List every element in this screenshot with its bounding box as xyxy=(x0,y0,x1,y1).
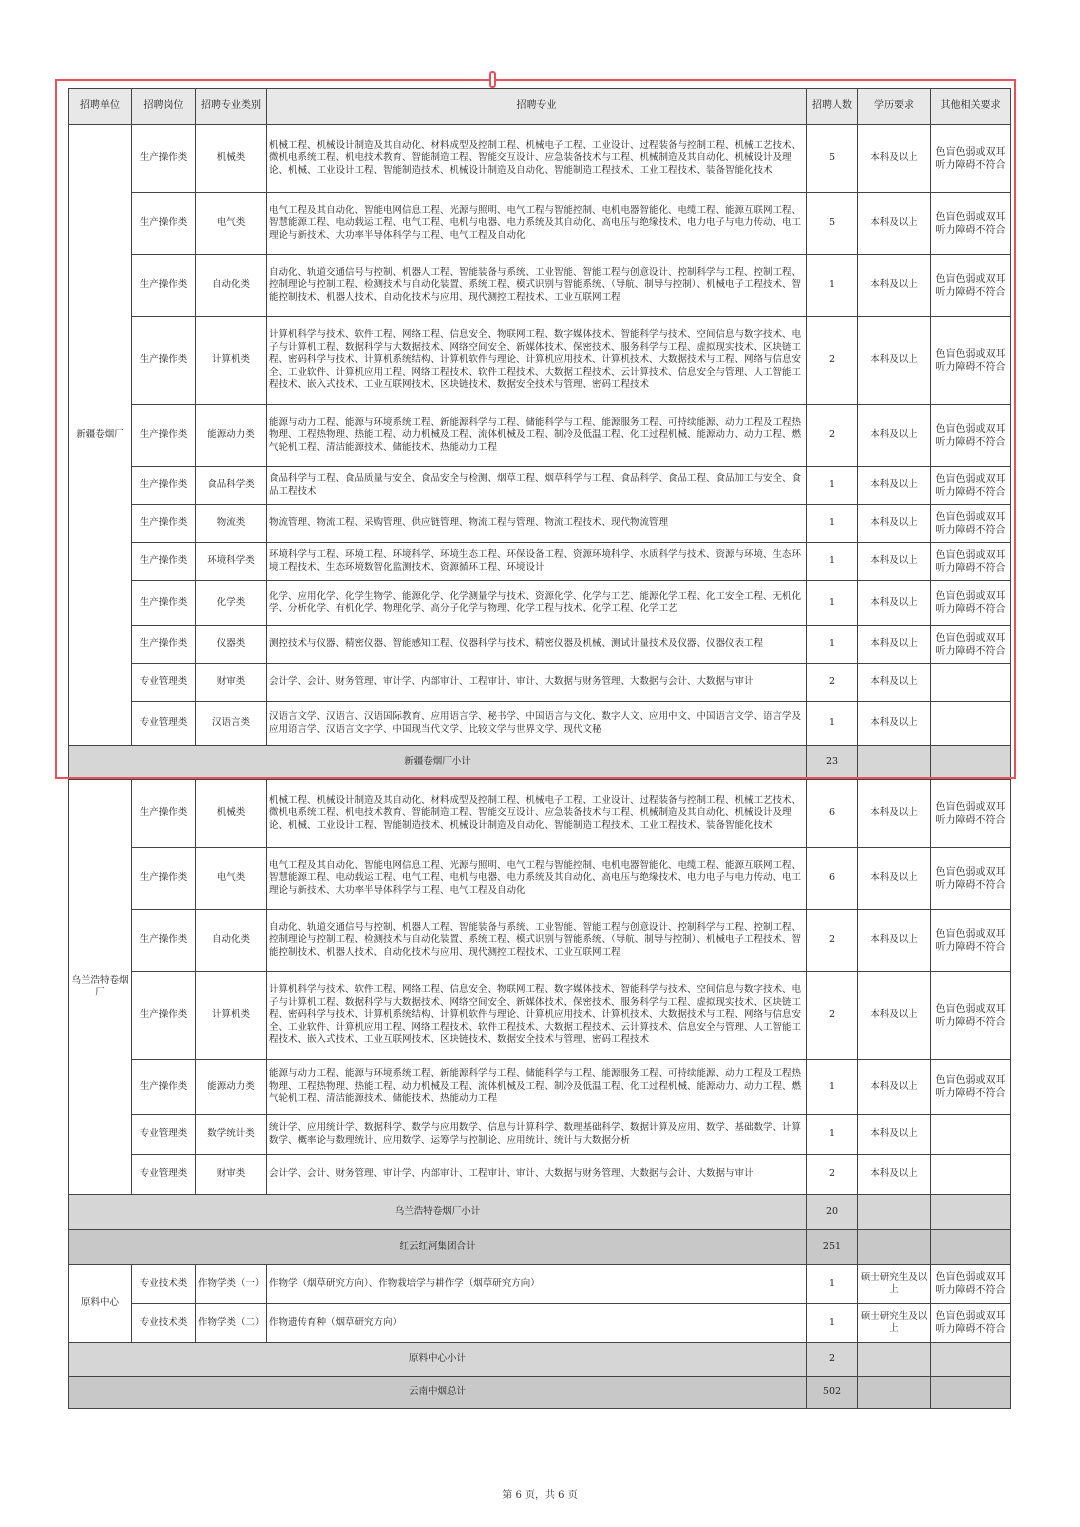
total-education-empty xyxy=(858,1230,931,1265)
education-cell: 本科及以上 xyxy=(858,317,931,405)
major-cell: 食品科学与工程、食品质量与安全、食品安全与检测、烟草工程、烟草科学与工程、食品科学、食品工程、食品加工与安全、食品工程技术 xyxy=(267,467,807,505)
post-cell: 生产操作类 xyxy=(132,543,196,581)
total-label: 新疆卷烟厂小计 xyxy=(69,746,807,780)
table-row xyxy=(69,581,1011,626)
table-row xyxy=(69,467,1011,505)
major-cell: 物流管理、物流工程、采购管理、供应链管理、物流工程与管理、物流工程技术、现代物流管理 xyxy=(267,505,807,543)
total-education-empty xyxy=(858,1195,931,1230)
education-cell: 本科及以上 xyxy=(858,255,931,317)
total-label: 原料中心小计 xyxy=(69,1343,807,1377)
post-cell: 生产操作类 xyxy=(132,1060,196,1115)
other-cell: 色盲色弱或双耳听力障碍不符合 xyxy=(931,193,1011,255)
education-cell: 本科及以上 xyxy=(858,972,931,1060)
major-cell: 电气工程及其自动化、智能电网信息工程、光源与照明、电气工程与智能控制、电机电器智能化、电缆工程、能源互联网工程、智慧能源工程、电动载运工程、电气工程、电机与电器、电力系统及其自动化、高电压与绝缘技术、电力电子与电力传动、电工理论与新技术、大功率半导体科学与工程、电气工程及自动化 xyxy=(267,848,807,910)
major-cell: 汉语言文学、汉语言、汉语国际教育、应用语言学、秘书学、中国语言与文化、数字人文、应用中文、中国语言文学、语言学及应用语言学、汉语言文字学、中国现当代文学、比较文学与世界文学、现代文秘 xyxy=(267,702,807,746)
other-cell xyxy=(931,1155,1011,1195)
education-cell: 本科及以上 xyxy=(858,581,931,626)
major-cell: 机械工程、机械设计制造及其自动化、材料成型及控制工程、机械电子工程、工业设计、过程装备与控制工程、机械工艺技术、微机电系统工程、机电技术教育、智能制造工程、智能交互设计、应急装备技术与工程、机械制造及其自动化、机械设计及理论、机械、工业设计工程、智能制造技术、机械设计制造及自动化、智能制造工程技术、工业工程技术、装备智能化技术 xyxy=(267,125,807,193)
major-cell: 会计学、会计、财务管理、审计学、内部审计、工程审计、审计、大数据与财务管理、大数据与会计、大数据与审计 xyxy=(267,664,807,702)
post-cell: 生产操作类 xyxy=(132,972,196,1060)
category-cell: 食品科学类 xyxy=(196,467,267,505)
total-count: 2 xyxy=(807,1343,858,1377)
total-education-empty xyxy=(858,746,931,780)
table-row xyxy=(69,505,1011,543)
header-major: 招聘专业 xyxy=(267,89,807,125)
count-cell: 5 xyxy=(807,125,858,193)
major-cell: 自动化、轨道交通信号与控制、机器人工程、智能装备与系统、工业智能、智能工程与创意设计、控制科学与工程、控制工程、控制理论与控制工程、检测技术与自动化装置、系统工程、模式识别与智能系统、（导航、制导与控制）、机械电子工程技术、智能控制技术、机器人技术、自动化技术与应用、现代测控工程技术、工业互联网工程 xyxy=(267,255,807,317)
education-cell: 本科及以上 xyxy=(858,1060,931,1115)
major-cell: 能源与动力工程、能源与环境系统工程、新能源科学与工程、储能科学与工程、能源服务工程、可持续能源、动力工程及工程热物理、工程热物理、热能工程、动力机械及工程、流体机械及工程、制冷及低温工程、化工过程机械、能源动力、动力工程、燃气轮机工程、清洁能源技术、储能技术、热能动力工程 xyxy=(267,405,807,467)
count-cell: 2 xyxy=(807,664,858,702)
total-count: 502 xyxy=(807,1377,858,1409)
post-cell: 生产操作类 xyxy=(132,125,196,193)
category-cell: 汉语言类 xyxy=(196,702,267,746)
count-cell: 1 xyxy=(807,543,858,581)
major-cell: 机械工程、机械设计制造及其自动化、材料成型及控制工程、机械电子工程、工业设计、过程装备与控制工程、机械工艺技术、微机电系统工程、机电技术教育、智能制造工程、智能交互设计、应急装备技术与工程、机械制造及其自动化、机械设计及理论、机械、工业设计工程、智能制造技术、机械设计制造及自动化、智能制造工程技术、工业工程技术、装备智能化技术 xyxy=(267,780,807,848)
count-cell: 2 xyxy=(807,405,858,467)
total-label: 乌兰浩特卷烟厂小计 xyxy=(69,1195,807,1230)
count-cell: 2 xyxy=(807,317,858,405)
education-cell: 硕士研究生及以上 xyxy=(858,1265,931,1304)
count-cell: 6 xyxy=(807,780,858,848)
other-cell xyxy=(931,1115,1011,1155)
other-cell: 色盲色弱或双耳听力障碍不符合 xyxy=(931,848,1011,910)
other-cell: 色盲色弱或双耳听力障碍不符合 xyxy=(931,972,1011,1060)
table-row xyxy=(69,780,1011,848)
major-cell: 计算机科学与技术、软件工程、网络工程、信息安全、物联网工程、数字媒体技术、智能科学与技术、空间信息与数字技术、电子与计算机工程、数据科学与大数据技术、网络空间安全、新媒体技术、保密技术、服务科学与工程、虚拟现实技术、区块链工程、密码科学与技术、计算机系统结构、计算机软件与理论、计算机应用技术、计算机技术、大数据技术与工程、网络与信息安全、工业软件、计算机应用工程、网络工程技术、软件工程技术、大数据工程技术、云计算技术、信息安全与管理、人工智能工程技术、嵌入式技术、工业互联网技术、区块链技术、数据安全技术与管理、密码工程技术 xyxy=(267,317,807,405)
table-row xyxy=(69,848,1011,910)
other-cell: 色盲色弱或双耳听力障碍不符合 xyxy=(931,910,1011,972)
total-other-empty xyxy=(931,1230,1011,1265)
count-cell: 1 xyxy=(807,1304,858,1343)
post-cell: 生产操作类 xyxy=(132,581,196,626)
education-cell: 本科及以上 xyxy=(858,664,931,702)
category-cell: 财审类 xyxy=(196,664,267,702)
post-cell: 生产操作类 xyxy=(132,405,196,467)
table-row xyxy=(69,1304,1011,1343)
subtotal-row xyxy=(69,1343,1011,1377)
count-cell: 1 xyxy=(807,467,858,505)
category-cell: 数学统计类 xyxy=(196,1115,267,1155)
total-other-empty xyxy=(931,746,1011,780)
category-cell: 机械类 xyxy=(196,780,267,848)
other-cell xyxy=(931,702,1011,746)
category-cell: 环境科学类 xyxy=(196,543,267,581)
header-other: 其他相关要求 xyxy=(931,89,1011,125)
total-other-empty xyxy=(931,1343,1011,1377)
major-cell: 化学、应用化学、化学生物学、能源化学、化学测量学与技术、资源化学、化学与工艺、能源化学工程、化工安全工程、无机化学、分析化学、有机化学、物理化学、高分子化学与物理、化学工程与技术、化学工程、化学工艺 xyxy=(267,581,807,626)
major-cell: 统计学、应用统计学、数据科学、数学与应用数学、信息与计算科学、数理基础科学、数据计算及应用、数学、基础数学、计算数学、概率论与数理统计、应用数学、运筹学与控制论、应用统计、统计与大数据分析 xyxy=(267,1115,807,1155)
total-label: 红云红河集团合计 xyxy=(69,1230,807,1265)
table-row xyxy=(69,1115,1011,1155)
total-other-empty xyxy=(931,1195,1011,1230)
count-cell: 2 xyxy=(807,1155,858,1195)
post-cell: 专业管理类 xyxy=(132,1115,196,1155)
post-cell: 生产操作类 xyxy=(132,467,196,505)
education-cell: 本科及以上 xyxy=(858,505,931,543)
category-cell: 自动化类 xyxy=(196,910,267,972)
other-cell: 色盲色弱或双耳听力障碍不符合 xyxy=(931,1060,1011,1115)
post-cell: 生产操作类 xyxy=(132,626,196,664)
education-cell: 本科及以上 xyxy=(858,780,931,848)
table-row xyxy=(69,626,1011,664)
count-cell: 1 xyxy=(807,1265,858,1304)
post-cell: 生产操作类 xyxy=(132,317,196,405)
category-cell: 能源动力类 xyxy=(196,405,267,467)
category-cell: 财审类 xyxy=(196,1155,267,1195)
table-row xyxy=(69,405,1011,467)
other-cell: 色盲色弱或双耳听力障碍不符合 xyxy=(931,467,1011,505)
post-cell: 专业管理类 xyxy=(132,702,196,746)
education-cell: 本科及以上 xyxy=(858,543,931,581)
other-cell: 色盲色弱或双耳听力障碍不符合 xyxy=(931,405,1011,467)
total-row xyxy=(69,1230,1011,1265)
unit-cell: 新疆卷烟厂 xyxy=(69,125,132,746)
table-row xyxy=(69,193,1011,255)
category-cell: 电气类 xyxy=(196,193,267,255)
category-cell: 作物学类（一） xyxy=(196,1265,267,1304)
education-cell: 硕士研究生及以上 xyxy=(858,1304,931,1343)
count-cell: 1 xyxy=(807,626,858,664)
count-cell: 2 xyxy=(807,910,858,972)
count-cell: 1 xyxy=(807,255,858,317)
education-cell: 本科及以上 xyxy=(858,125,931,193)
category-cell: 机械类 xyxy=(196,125,267,193)
other-cell: 色盲色弱或双耳听力障碍不符合 xyxy=(931,581,1011,626)
post-cell: 专业技术类 xyxy=(132,1265,196,1304)
count-cell: 1 xyxy=(807,702,858,746)
category-cell: 计算机类 xyxy=(196,317,267,405)
total-count: 20 xyxy=(807,1195,858,1230)
category-cell: 作物学类（二） xyxy=(196,1304,267,1343)
count-cell: 2 xyxy=(807,972,858,1060)
major-cell: 测控技术与仪器、精密仪器、智能感知工程、仪器科学与技术、精密仪器及机械、测试计量技术及仪器、仪器仪表工程 xyxy=(267,626,807,664)
education-cell: 本科及以上 xyxy=(858,626,931,664)
major-cell: 电气工程及其自动化、智能电网信息工程、光源与照明、电气工程与智能控制、电机电器智能化、电缆工程、能源互联网工程、智慧能源工程、电动载运工程、电气工程、电机与电器、电力系统及其自动化、高电压与绝缘技术、电力电子与电力传动、电工理论与新技术、大功率半导体科学与工程、电气工程及自动化 xyxy=(267,193,807,255)
total-education-empty xyxy=(858,1377,931,1409)
category-cell: 电气类 xyxy=(196,848,267,910)
header-post: 招聘岗位 xyxy=(132,89,196,125)
education-cell: 本科及以上 xyxy=(858,702,931,746)
total-other-empty xyxy=(931,1377,1011,1409)
post-cell: 专业技术类 xyxy=(132,1304,196,1343)
table-row xyxy=(69,1155,1011,1195)
header-education: 学历要求 xyxy=(858,89,931,125)
post-cell: 生产操作类 xyxy=(132,848,196,910)
count-cell: 1 xyxy=(807,505,858,543)
total-count: 23 xyxy=(807,746,858,780)
table-body xyxy=(69,125,1011,1409)
education-cell: 本科及以上 xyxy=(858,467,931,505)
unit-cell: 原料中心 xyxy=(69,1265,132,1343)
table-row xyxy=(69,255,1011,317)
subtotal-row xyxy=(69,1195,1011,1230)
table-row xyxy=(69,1265,1011,1304)
count-cell: 6 xyxy=(807,848,858,910)
major-cell: 会计学、会计、财务管理、审计学、内部审计、工程审计、审计、大数据与财务管理、大数据与会计、大数据与审计 xyxy=(267,1155,807,1195)
total-row xyxy=(69,1377,1011,1409)
other-cell xyxy=(931,664,1011,702)
count-cell: 5 xyxy=(807,193,858,255)
count-cell: 1 xyxy=(807,1060,858,1115)
header-unit: 招聘单位 xyxy=(69,89,132,125)
table-row xyxy=(69,702,1011,746)
post-cell: 生产操作类 xyxy=(132,505,196,543)
other-cell: 色盲色弱或双耳听力障碍不符合 xyxy=(931,543,1011,581)
post-cell: 生产操作类 xyxy=(132,780,196,848)
post-cell: 生产操作类 xyxy=(132,255,196,317)
category-cell: 计算机类 xyxy=(196,972,267,1060)
education-cell: 本科及以上 xyxy=(858,848,931,910)
other-cell: 色盲色弱或双耳听力障碍不符合 xyxy=(931,1265,1011,1304)
page-footer: 第 6 页，共 6 页 xyxy=(502,1490,578,1501)
post-cell: 专业管理类 xyxy=(132,1155,196,1195)
total-education-empty xyxy=(858,1343,931,1377)
education-cell: 本科及以上 xyxy=(858,1115,931,1155)
category-cell: 物流类 xyxy=(196,505,267,543)
major-cell: 作物遗传育种（烟草研究方向） xyxy=(267,1304,807,1343)
unit-cell: 乌兰浩特卷烟厂 xyxy=(69,780,132,1195)
total-label: 云南中烟总计 xyxy=(69,1377,807,1409)
table-row xyxy=(69,972,1011,1060)
major-cell: 环境科学与工程、环境工程、环境科学、环境生态工程、环保设备工程、资源环境科学、水质科学与技术、资源与环境、生态环境工程技术、生态环境数智化监测技术、资源循环工程、环境设计 xyxy=(267,543,807,581)
post-cell: 专业管理类 xyxy=(132,664,196,702)
major-cell: 能源与动力工程、能源与环境系统工程、新能源科学与工程、储能科学与工程、能源服务工程、可持续能源、动力工程及工程热物理、工程热物理、热能工程、动力机械及工程、流体机械及工程、制冷及低温工程、化工过程机械、能源动力、动力工程、燃气轮机工程、清洁能源技术、储能技术、热能动力工程 xyxy=(267,1060,807,1115)
subtotal-row xyxy=(69,746,1011,780)
header-count: 招聘人数 xyxy=(807,89,858,125)
other-cell: 色盲色弱或双耳听力障碍不符合 xyxy=(931,626,1011,664)
count-cell: 1 xyxy=(807,1115,858,1155)
total-count: 251 xyxy=(807,1230,858,1265)
other-cell: 色盲色弱或双耳听力障碍不符合 xyxy=(931,1304,1011,1343)
post-cell: 生产操作类 xyxy=(132,193,196,255)
post-cell: 生产操作类 xyxy=(132,910,196,972)
education-cell: 本科及以上 xyxy=(858,1155,931,1195)
other-cell: 色盲色弱或双耳听力障碍不符合 xyxy=(931,505,1011,543)
table-row xyxy=(69,1060,1011,1115)
other-cell: 色盲色弱或双耳听力障碍不符合 xyxy=(931,125,1011,193)
table-row xyxy=(69,664,1011,702)
table-row xyxy=(69,317,1011,405)
recruitment-table xyxy=(68,88,1011,1409)
major-cell: 自动化、轨道交通信号与控制、机器人工程、智能装备与系统、工业智能、智能工程与创意设计、控制科学与工程、控制工程、控制理论与控制工程、检测技术与自动化装置、系统工程、模式识别与智能系统、（导航、制导与控制）、机械电子工程技术、智能控制技术、机器人技术、自动化技术与应用、现代测控工程技术、工业互联网工程 xyxy=(267,910,807,972)
category-cell: 化学类 xyxy=(196,581,267,626)
other-cell: 色盲色弱或双耳听力障碍不符合 xyxy=(931,255,1011,317)
table-row xyxy=(69,543,1011,581)
count-cell: 1 xyxy=(807,581,858,626)
category-cell: 能源动力类 xyxy=(196,1060,267,1115)
major-cell: 作物学（烟草研究方向）、作物栽培学与耕作学（烟草研究方向） xyxy=(267,1265,807,1304)
table-row xyxy=(69,910,1011,972)
education-cell: 本科及以上 xyxy=(858,910,931,972)
major-cell: 计算机科学与技术、软件工程、网络工程、信息安全、物联网工程、数字媒体技术、智能科学与技术、空间信息与数字技术、电子与计算机工程、数据科学与大数据技术、网络空间安全、新媒体技术、保密技术、服务科学与工程、虚拟现实技术、区块链工程、密码科学与技术、计算机系统结构、计算机软件与理论、计算机应用技术、计算机技术、大数据技术与工程、网络与信息安全、工业软件、计算机应用工程、网络工程技术、软件工程技术、大数据工程技术、云计算技术、信息安全与管理、人工智能工程技术、嵌入式技术、工业互联网技术、区块链技术、数据安全技术与管理、密码工程技术 xyxy=(267,972,807,1060)
other-cell: 色盲色弱或双耳听力障碍不符合 xyxy=(931,780,1011,848)
other-cell: 色盲色弱或双耳听力障碍不符合 xyxy=(931,317,1011,405)
selection-handle[interactable] xyxy=(489,71,496,88)
category-cell: 自动化类 xyxy=(196,255,267,317)
education-cell: 本科及以上 xyxy=(858,193,931,255)
table-header-row xyxy=(69,89,1011,125)
category-cell: 仪器类 xyxy=(196,626,267,664)
education-cell: 本科及以上 xyxy=(858,405,931,467)
table-row xyxy=(69,125,1011,193)
header-category: 招聘专业类别 xyxy=(196,89,267,125)
